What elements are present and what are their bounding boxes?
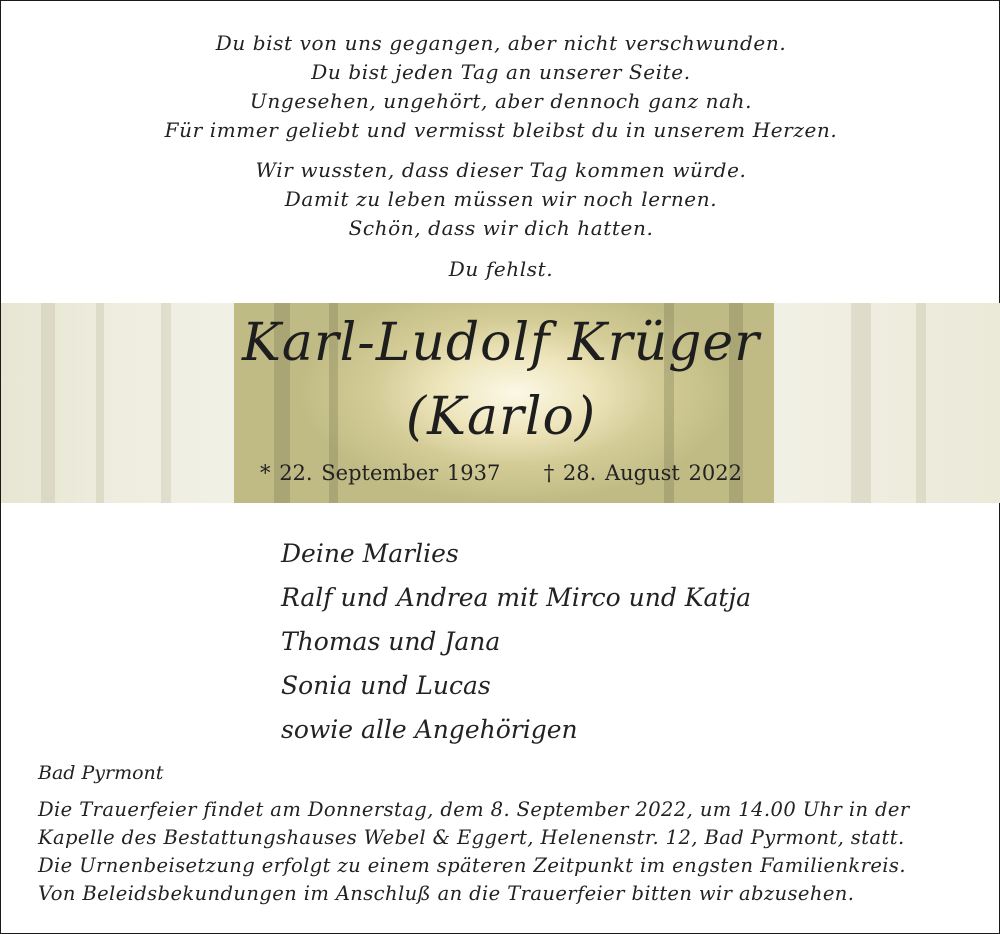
death-date: † 28. August 2022 [543, 461, 742, 485]
poem-line: Schön, dass wir dich hatten. [348, 216, 654, 240]
notice-line: Von Beleidsbekundungen im Anschluß an die Trauerfeier bitten wir abzusehen. [38, 882, 855, 905]
poem-closing [1, 255, 1000, 284]
poem-line: Du bist von uns gegangen, aber nicht verschwunden. [215, 31, 787, 55]
poem-line: Du bist jeden Tag an unserer Seite. [311, 60, 691, 84]
notice-line: Kapelle des Bestattungshauses Webel & Eggert, Helenenstr. 12, Bad Pyrmont, statt. [38, 826, 905, 849]
poem-line: Wir wussten, dass dieser Tag kommen würde. [255, 158, 747, 182]
poem-line: Für immer geliebt und vermisst bleibst du in unserem Herzen. [164, 118, 838, 142]
mourner-name: Sonia und Lucas [281, 671, 491, 700]
poem-stanza-2 [1, 156, 1000, 243]
deceased-nickname: (Karlo) [405, 387, 597, 447]
life-dates [1, 461, 1000, 485]
mourner-name: Ralf und Andrea mit Mirco und Katja [281, 583, 752, 612]
birth-date: * 22. September 1937 [260, 461, 501, 485]
mourner-name: Thomas und Jana [281, 627, 501, 656]
mourner-name: sowie alle Angehörigen [281, 715, 578, 744]
location: Bad Pyrmont [38, 762, 164, 784]
mourner-name: Deine Marlies [281, 539, 459, 568]
poem-line: Damit zu leben müssen wir noch lernen. [284, 187, 718, 211]
notice-line: Die Trauerfeier findet am Donnerstag, dem 8. September 2022, um 14.00 Uhr in der [38, 798, 910, 821]
deceased-name: Karl-Ludolf Krüger [241, 313, 761, 373]
funeral-notice [38, 796, 978, 908]
poem-stanza-1 [1, 29, 1000, 145]
notice-line: Die Urnenbeisetzung erfolgt zu einem späteren Zeitpunkt im engsten Familienkreis. [38, 854, 906, 877]
poem-line: Ungesehen, ungehört, aber dennoch ganz nah. [249, 89, 753, 113]
poem-closing-line: Du fehlst. [448, 257, 554, 281]
